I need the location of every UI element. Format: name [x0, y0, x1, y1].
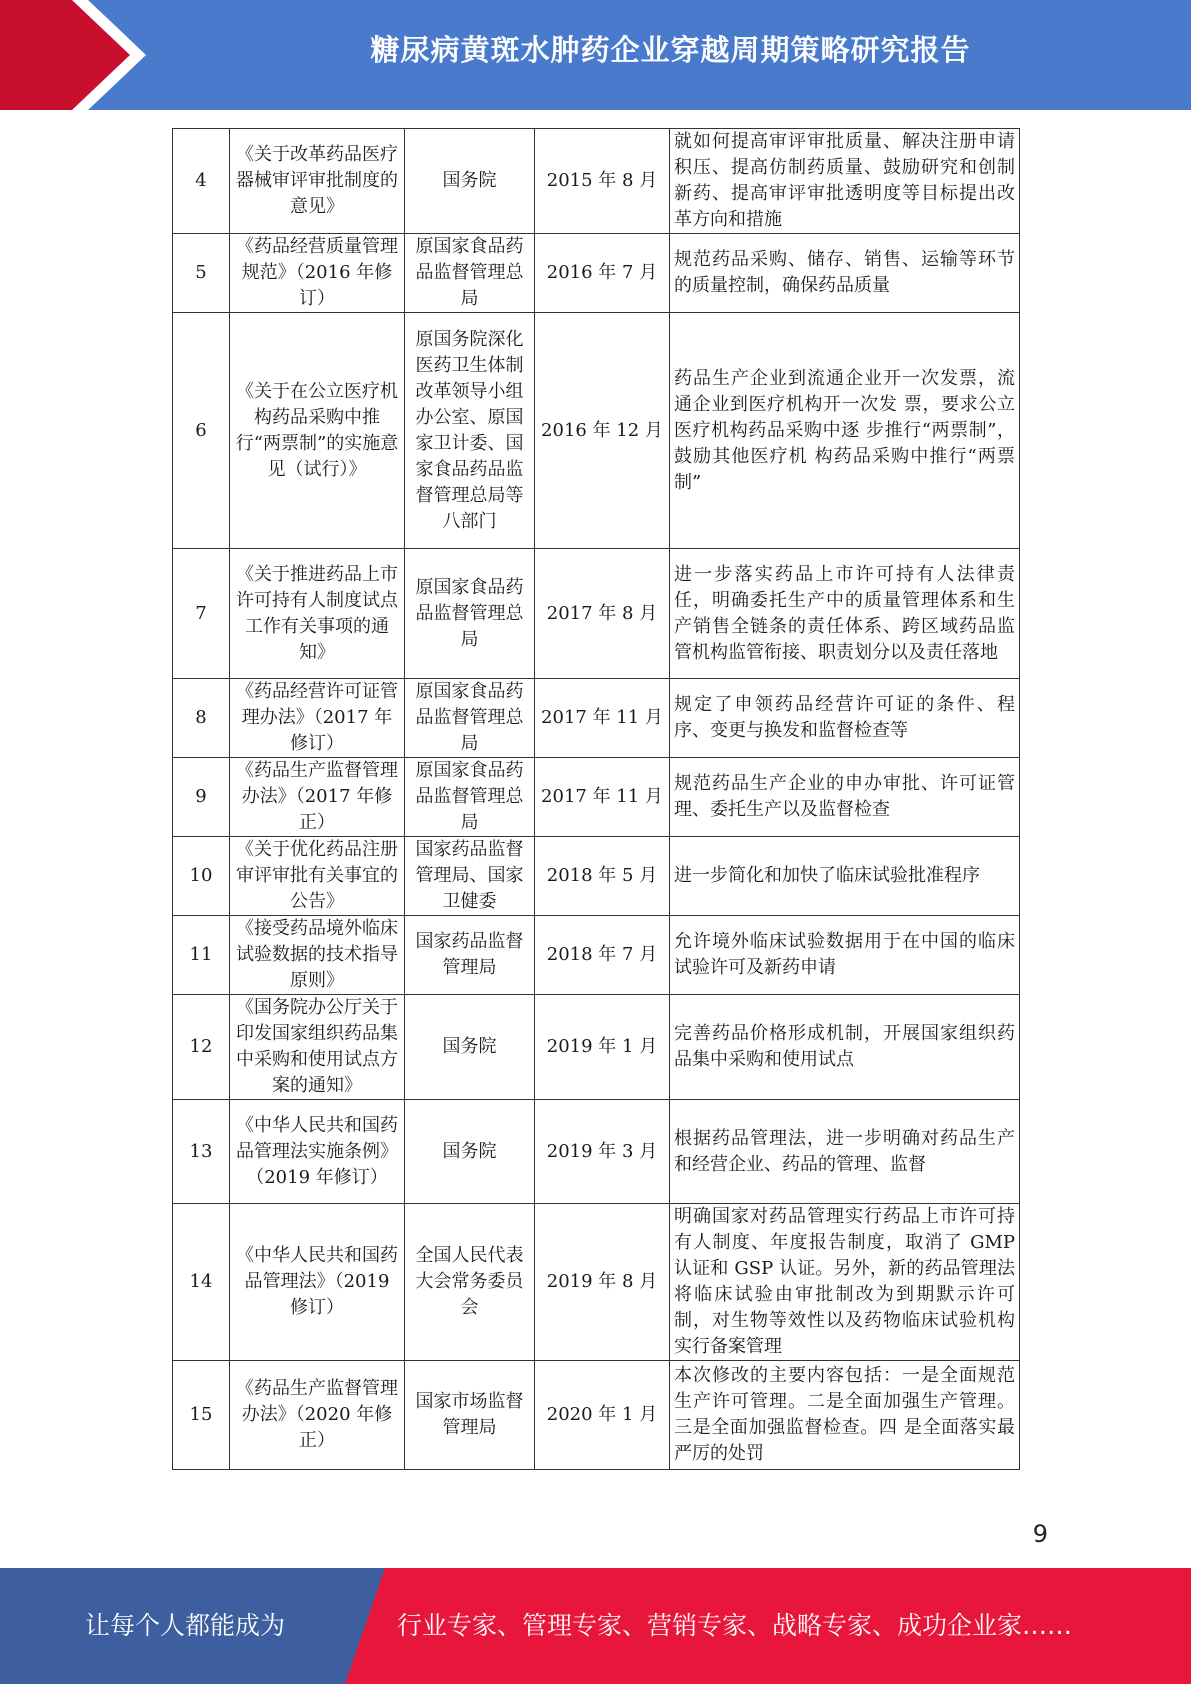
- issue-date: 2017 年 8 月: [535, 549, 670, 679]
- table-row: [173, 837, 1020, 916]
- table-row: [173, 679, 1020, 758]
- issuing-org: 国务院: [405, 1100, 535, 1204]
- table-row: [173, 758, 1020, 837]
- row-index: 7: [173, 549, 230, 679]
- row-index: 13: [173, 1100, 230, 1204]
- issue-date: 2015 年 8 月: [535, 129, 670, 234]
- policy-description: 根据药品管理法，进一步明确对药品生产和经营企业、药品的管理、监督: [670, 1100, 1020, 1204]
- policy-description: 规范药品采购、储存、销售、运输等环节的质量控制，确保药品质量: [670, 234, 1020, 313]
- policy-description: 明确国家对药品管理实行药品上市许可持有人制度、年度报告制度，取消了 GMP 认证和 GSP 认证。另外，新的药品管理法将临床试验由审批制改为到期默示许可制，对生物等效性以及药物临床试验机构实行备案管理: [670, 1204, 1020, 1361]
- issue-date: 2018 年 7 月: [535, 916, 670, 995]
- policy-name: 《药品生产监督管理办法》（2017 年修正）: [230, 758, 405, 837]
- table-row: [173, 916, 1020, 995]
- issuing-org: 原国家食品药品监督管理总局: [405, 758, 535, 837]
- issuing-org: 国务院: [405, 995, 535, 1100]
- header-banner: [0, 0, 1191, 110]
- row-index: 6: [173, 313, 230, 549]
- issuing-org: 国家药品监督管理局、国家卫健委: [405, 837, 535, 916]
- issuing-org: 国家药品监督管理局: [405, 916, 535, 995]
- header-red-arrow: [0, 0, 150, 110]
- policy-name: 《药品生产监督管理办法》（2020 年修正）: [230, 1361, 405, 1470]
- table-row: [173, 1361, 1020, 1470]
- issue-date: 2016 年 7 月: [535, 234, 670, 313]
- issue-date: 2020 年 1 月: [535, 1361, 670, 1470]
- issue-date: 2019 年 3 月: [535, 1100, 670, 1204]
- policy-description: 规定了申领药品经营许可证的条件、程序、变更与换发和监督检查等: [670, 679, 1020, 758]
- policy-name: 《关于改革药品医疗器械审评审批制度的意见》: [230, 129, 405, 234]
- policy-description: 允许境外临床试验数据用于在中国的临床试验许可及新药申请: [670, 916, 1020, 995]
- row-index: 10: [173, 837, 230, 916]
- policy-table: [172, 128, 1020, 1470]
- row-index: 8: [173, 679, 230, 758]
- policy-description: 本次修改的主要内容包括：一是全面规范生产许可管理。二是全面加强生产管理。三是全面加强监督检查。四 是全面落实最严厉的处罚: [670, 1361, 1020, 1470]
- policy-description: 进一步简化和加快了临床试验批准程序: [670, 837, 1020, 916]
- issue-date: 2017 年 11 月: [535, 758, 670, 837]
- issuing-org: 国务院: [405, 129, 535, 234]
- page-number: 9: [1032, 1520, 1048, 1548]
- policy-name: 《国务院办公厅关于印发国家组织药品集中采购和使用试点方案的通知》: [230, 995, 405, 1100]
- table-row: [173, 313, 1020, 549]
- row-index: 9: [173, 758, 230, 837]
- issuing-org: 原国家食品药品监督管理总局: [405, 679, 535, 758]
- policy-name: 《药品经营许可证管理办法》（2017 年修订）: [230, 679, 405, 758]
- table-row: [173, 549, 1020, 679]
- row-index: 12: [173, 995, 230, 1100]
- table-row: [173, 995, 1020, 1100]
- policy-description: 完善药品价格形成机制，开展国家组织药品集中采购和使用试点: [670, 995, 1020, 1100]
- table-row: [173, 234, 1020, 313]
- policy-name: 《中华人民共和国药品管理法实施条例》（2019 年修订）: [230, 1100, 405, 1204]
- policy-table-container: [172, 128, 1020, 1470]
- policy-table-body: [173, 129, 1020, 1470]
- issue-date: 2019 年 1 月: [535, 995, 670, 1100]
- issue-date: 2018 年 5 月: [535, 837, 670, 916]
- row-index: 11: [173, 916, 230, 995]
- footer-slogan-right: 行业专家、管理专家、营销专家、战略专家、成功企业家……: [397, 1611, 1073, 1640]
- policy-description: 进一步落实药品上市许可持有人法律责任，明确委托生产中的质量管理体系和生产销售全链条的责任体系、跨区域药品监管机构监管衔接、职责划分以及责任落地: [670, 549, 1020, 679]
- row-index: 15: [173, 1361, 230, 1470]
- report-title: 糖尿病黄斑水肿药企业穿越周期策略研究报告: [370, 33, 971, 67]
- table-row: [173, 1100, 1020, 1204]
- table-row: [173, 1204, 1020, 1361]
- policy-name: 《药品经营质量管理规范》（2016 年修订）: [230, 234, 405, 313]
- row-index: 14: [173, 1204, 230, 1361]
- table-row: [173, 129, 1020, 234]
- issuing-org: 原国务院深化医药卫生体制改革领导小组办公室、原国家卫计委、国家食品药品监督管理总局等八部门: [405, 313, 535, 549]
- issuing-org: 原国家食品药品监督管理总局: [405, 549, 535, 679]
- policy-description: 就如何提高审评审批质量、解决注册申请积压、提高仿制药质量、鼓励研究和创制新药、提高审评审批透明度等目标提出改革方向和措施: [670, 129, 1020, 234]
- issuing-org: 全国人民代表大会常务委员会: [405, 1204, 535, 1361]
- footer-slogan-left: 让每个人都能成为: [84, 1611, 285, 1640]
- issuing-org: 国家市场监督管理局: [405, 1361, 535, 1470]
- policy-name: 《关于在公立医疗机构药品采购中推行“两票制”的实施意见（试行）》: [230, 313, 405, 549]
- footer-banner: [0, 1568, 1191, 1684]
- policy-description: 药品生产企业到流通企业开一次发票，流通企业到医疗机构开一次发 票，要求公立医疗机构药品采购中逐 步推行“两票制”，鼓励其他医疗机 构药品采购中推行“两票制”: [670, 313, 1020, 549]
- policy-name: 《关于推进药品上市许可持有人制度试点工作有关事项的通知》: [230, 549, 405, 679]
- row-index: 5: [173, 234, 230, 313]
- policy-description: 规范药品生产企业的申办审批、许可证管理、委托生产以及监督检查: [670, 758, 1020, 837]
- issue-date: 2016 年 12 月: [535, 313, 670, 549]
- issue-date: 2019 年 8 月: [535, 1204, 670, 1361]
- policy-name: 《关于优化药品注册审评审批有关事宜的公告》: [230, 837, 405, 916]
- issue-date: 2017 年 11 月: [535, 679, 670, 758]
- issuing-org: 原国家食品药品监督管理总局: [405, 234, 535, 313]
- policy-name: 《中华人民共和国药品管理法》（2019 修订）: [230, 1204, 405, 1361]
- policy-name: 《接受药品境外临床试验数据的技术指导原则》: [230, 916, 405, 995]
- row-index: 4: [173, 129, 230, 234]
